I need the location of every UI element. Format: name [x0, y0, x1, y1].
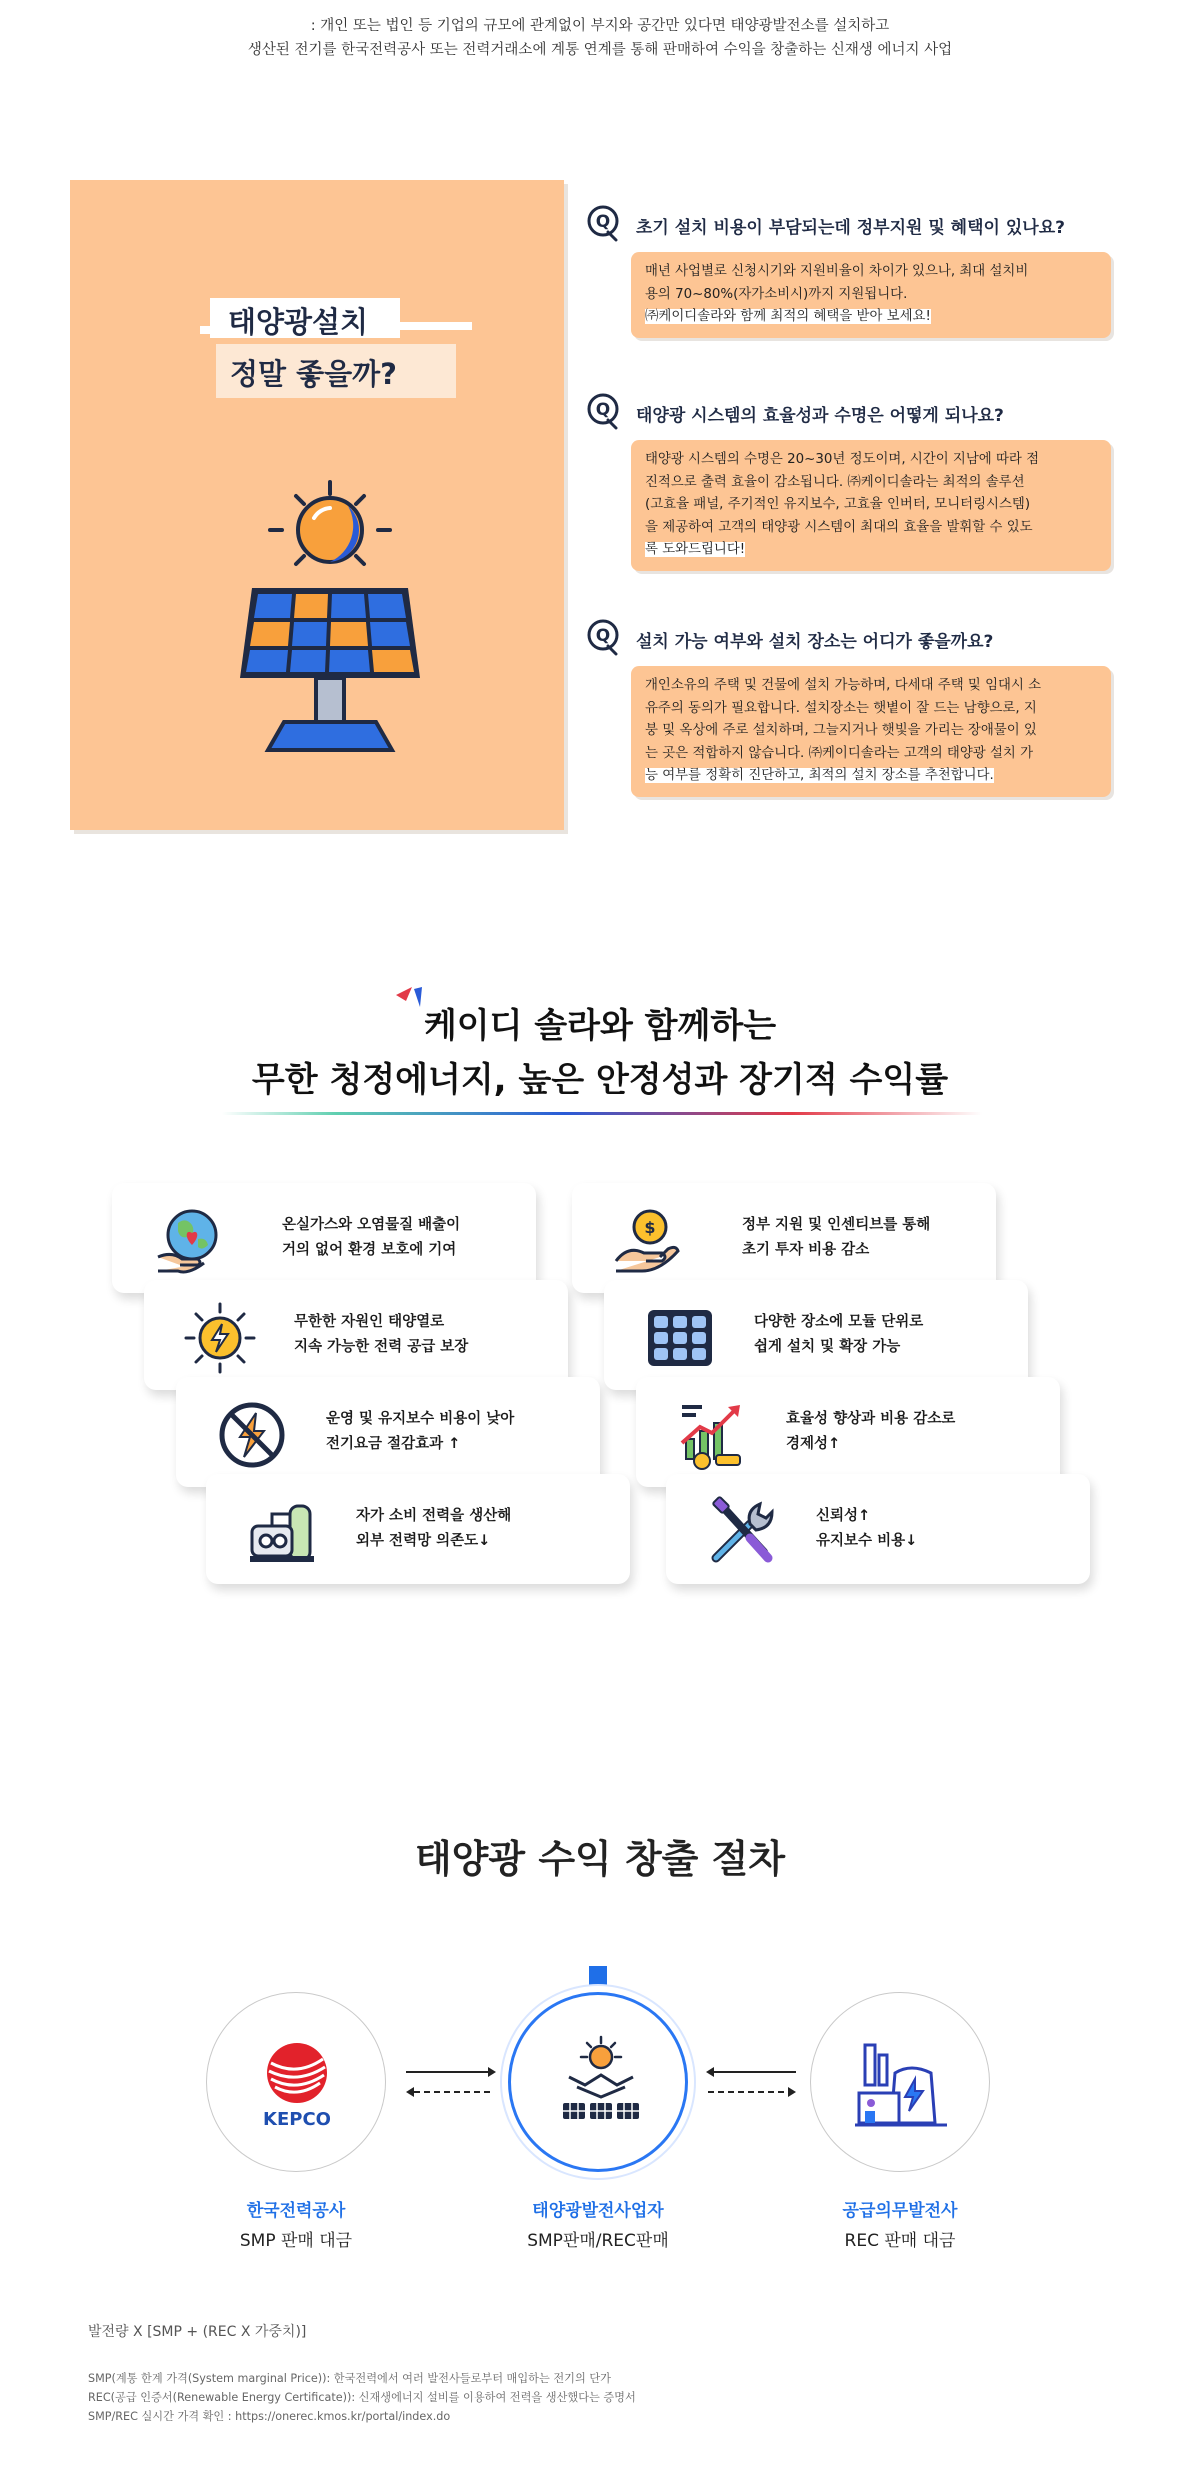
title-underline — [222, 1110, 982, 1118]
tools-icon — [706, 1496, 778, 1568]
revenue-formula: 발전량 X [SMP + (REC X 가중치)] — [88, 2324, 307, 2340]
benefit-card — [144, 1280, 568, 1390]
benefit-line: 정부 지원 및 인센티브를 통해 — [742, 1217, 931, 1233]
svg-text:Q: Q — [595, 626, 611, 646]
benefits-title-line-2: 무한 청정에너지, 높은 안정성과 장기적 수익률 — [251, 1060, 949, 1100]
faq-question-text: 설치 가능 여부와 설치 장소는 어디가 좋을까요? — [636, 632, 994, 652]
question-icon — [586, 204, 622, 242]
benefit-line: 자가 소비 전력을 생산해 — [356, 1508, 512, 1524]
growth-chart-icon — [676, 1399, 748, 1471]
faq-answer — [631, 440, 1111, 571]
benefit-text — [282, 1213, 460, 1263]
kepco-logo — [247, 2033, 347, 2133]
faq-question-text: 초기 설치 비용이 부담되는데 정부지원 및 혜택이 있나요? — [636, 218, 1065, 238]
benefit-line: 초기 투자 비용 감소 — [742, 1242, 870, 1258]
benefit-card — [572, 1183, 996, 1293]
process-title: 태양광 수익 창출 절차 — [414, 1837, 786, 1881]
faq-answer-line: 붕 및 옥상에 주로 설치하며, 그늘지거나 햇빛을 가리는 장애물이 있 — [645, 723, 1037, 738]
hero-title-line-1: 태양광설치 — [228, 305, 369, 339]
faq-question — [586, 204, 1126, 244]
faq-answer-line: 을 제공하여 고객의 태양광 시스템이 최대의 효율을 발휘할 수 있도 — [645, 519, 1033, 535]
benefit-card — [206, 1474, 630, 1584]
solar-module-icon — [644, 1302, 716, 1374]
benefit-line: 온실가스와 오염물질 배출이 — [282, 1217, 461, 1233]
supplier-node — [810, 1992, 990, 2172]
question-icon — [586, 618, 622, 656]
benefit-card — [636, 1377, 1060, 1487]
benefit-line: 외부 전력망 의존도↓ — [356, 1533, 491, 1549]
hero-title — [200, 292, 550, 422]
faq-answer-line: 는 곳은 적합하지 않습니다. ㈜케이디솔라는 고객의 태양광 설치 가 — [645, 745, 1034, 761]
benefit-card — [604, 1280, 1028, 1390]
faq-answer-line: 유주의 동의가 필요합니다. 설치장소는 햇볕이 잘 드는 남향으로, 지 — [645, 700, 1037, 716]
intro-text — [0, 14, 1200, 62]
faq-answer-highlight: 능 여부를 정확히 진단하고, 최적의 설치 장소를 추천합니다. — [645, 768, 994, 783]
faq-answer — [631, 666, 1111, 797]
node-desc: SMP판매/REC판매 — [527, 2231, 669, 2251]
power-plant-icon — [851, 2033, 951, 2133]
node-desc: REC 판매 대금 — [844, 2231, 956, 2251]
benefit-line: 운영 및 유지보수 비용이 낮아 — [326, 1411, 515, 1427]
faq-answer-line: 태양광 시스템의 수명은 20~30년 정도이며, 시간이 지남에 따라 점 — [645, 452, 1040, 467]
benefit-card — [176, 1377, 600, 1487]
svg-text:$: $ — [644, 1218, 656, 1237]
benefit-text — [326, 1407, 514, 1457]
benefit-line: 지속 가능한 전력 공급 보장 — [294, 1339, 469, 1355]
faq-answer-line: 용의 70~80%(자가소비시)까지 지원됩니다. — [645, 286, 908, 302]
svg-text:Q: Q — [595, 400, 611, 420]
faq-item — [586, 618, 1126, 797]
faq-answer-line: 개인소유의 주택 및 건물에 설치 가능하며, 다세대 주택 및 임대시 소 — [645, 678, 1042, 693]
faq-item — [586, 204, 1126, 338]
benefit-line: 다양한 장소에 모듈 단위로 — [754, 1314, 924, 1330]
benefit-line: 유지보수 비용↓ — [816, 1533, 918, 1549]
svg-text:Q: Q — [595, 212, 611, 232]
no-power-icon — [216, 1399, 288, 1471]
intro-line-2: 생산된 전기를 한국전력공사 또는 전력거래소에 계통 연계를 통해 판매하여 수익을 창출하는 신재생 에너지 사업 — [247, 42, 953, 58]
faq-item — [586, 392, 1126, 571]
benefit-line: 거의 없어 환경 보호에 기여 — [282, 1242, 457, 1258]
faq-question — [586, 392, 1126, 432]
faq-question-text: 태양광 시스템의 효율성과 수명은 어떻게 되나요? — [636, 406, 1004, 426]
node-name: 공급의무발전사 — [842, 2201, 958, 2221]
intro-line-1: : 개인 또는 법인 등 기업의 규모에 관계없이 부지와 공간만 있다면 태양광발전소를 설치하고 — [310, 18, 890, 34]
footnote-rec: REC(공급 인증서(Renewable Energy Certificate)): 신재생에너지 설비를 이용하여 전력을 생산했다는 증명서 — [88, 2391, 636, 2404]
coin-hand-icon — [612, 1205, 684, 1277]
kepco-node — [206, 1992, 386, 2172]
globe-heart-icon — [152, 1205, 224, 1277]
benefit-text — [786, 1407, 955, 1457]
benefit-text — [816, 1504, 917, 1554]
sun-solar-panel-icon — [220, 480, 440, 760]
left-arrows-icon — [402, 2062, 498, 2102]
hero-card — [70, 180, 564, 830]
benefit-text — [754, 1310, 923, 1360]
benefit-line: 효율성 향상과 비용 감소로 — [786, 1411, 956, 1427]
faq-answer-line: 진적으로 출력 효율이 감소됩니다. ㈜케이디솔라는 최적의 솔루션 — [645, 474, 1025, 490]
benefit-line: 전기요금 절감효과 ↑ — [326, 1436, 461, 1452]
footnote-smp: SMP(계통 한계 가격(System marginal Price)): 한국전력에서 여러 발전사들로부터 매입하는 전기의 단가 — [88, 2372, 611, 2385]
benefit-line: 쉽게 설치 및 확장 가능 — [754, 1339, 901, 1355]
question-icon — [586, 392, 622, 430]
benefit-text — [356, 1504, 511, 1554]
storage-tank-icon — [246, 1496, 318, 1568]
benefit-line: 무한한 자원인 태양열로 — [294, 1314, 445, 1330]
faq-answer-line: 매년 사업별로 신청시기와 지원비율이 차이가 있으나, 최대 설치비 — [645, 264, 1029, 279]
solar-business-icon — [551, 2035, 651, 2135]
generator-node — [508, 1992, 688, 2172]
sun-bolt-icon — [184, 1302, 256, 1374]
benefit-line: 경제성↑ — [786, 1436, 841, 1452]
faq-question — [586, 618, 1126, 658]
footnote-price-link: SMP/REC 실시간 가격 확인 : https://onerec.kmos.kr/portal/index.do — [88, 2410, 451, 2423]
benefit-card — [666, 1474, 1090, 1584]
benefit-text — [294, 1310, 468, 1360]
faq-answer — [631, 252, 1111, 338]
benefit-card — [112, 1183, 536, 1293]
faq-answer-highlight: 록 도와드립니다! — [645, 542, 746, 557]
right-arrows-icon — [704, 2062, 800, 2102]
hero-title-line-2: 정말 좋을까? — [230, 357, 397, 391]
benefits-title-line-1: 케이디 솔라와 함께하는 — [423, 1006, 777, 1046]
faq-answer-line: (고효율 패널, 주기적인 유지보수, 고효율 인버터, 모니터링시스템) — [645, 497, 1031, 512]
faq-answer-highlight: ㈜케이디솔라와 함께 최적의 혜택을 받아 보세요! — [645, 309, 931, 324]
benefit-text — [742, 1213, 930, 1263]
active-marker — [589, 1966, 607, 1992]
node-name: 태양광발전사업자 — [532, 2201, 664, 2221]
svg-text:KEPCO: KEPCO — [263, 2109, 331, 2130]
node-desc: SMP 판매 대금 — [239, 2231, 353, 2251]
benefit-line: 신뢰성↑ — [816, 1508, 871, 1524]
node-name: 한국전력공사 — [246, 2201, 346, 2221]
